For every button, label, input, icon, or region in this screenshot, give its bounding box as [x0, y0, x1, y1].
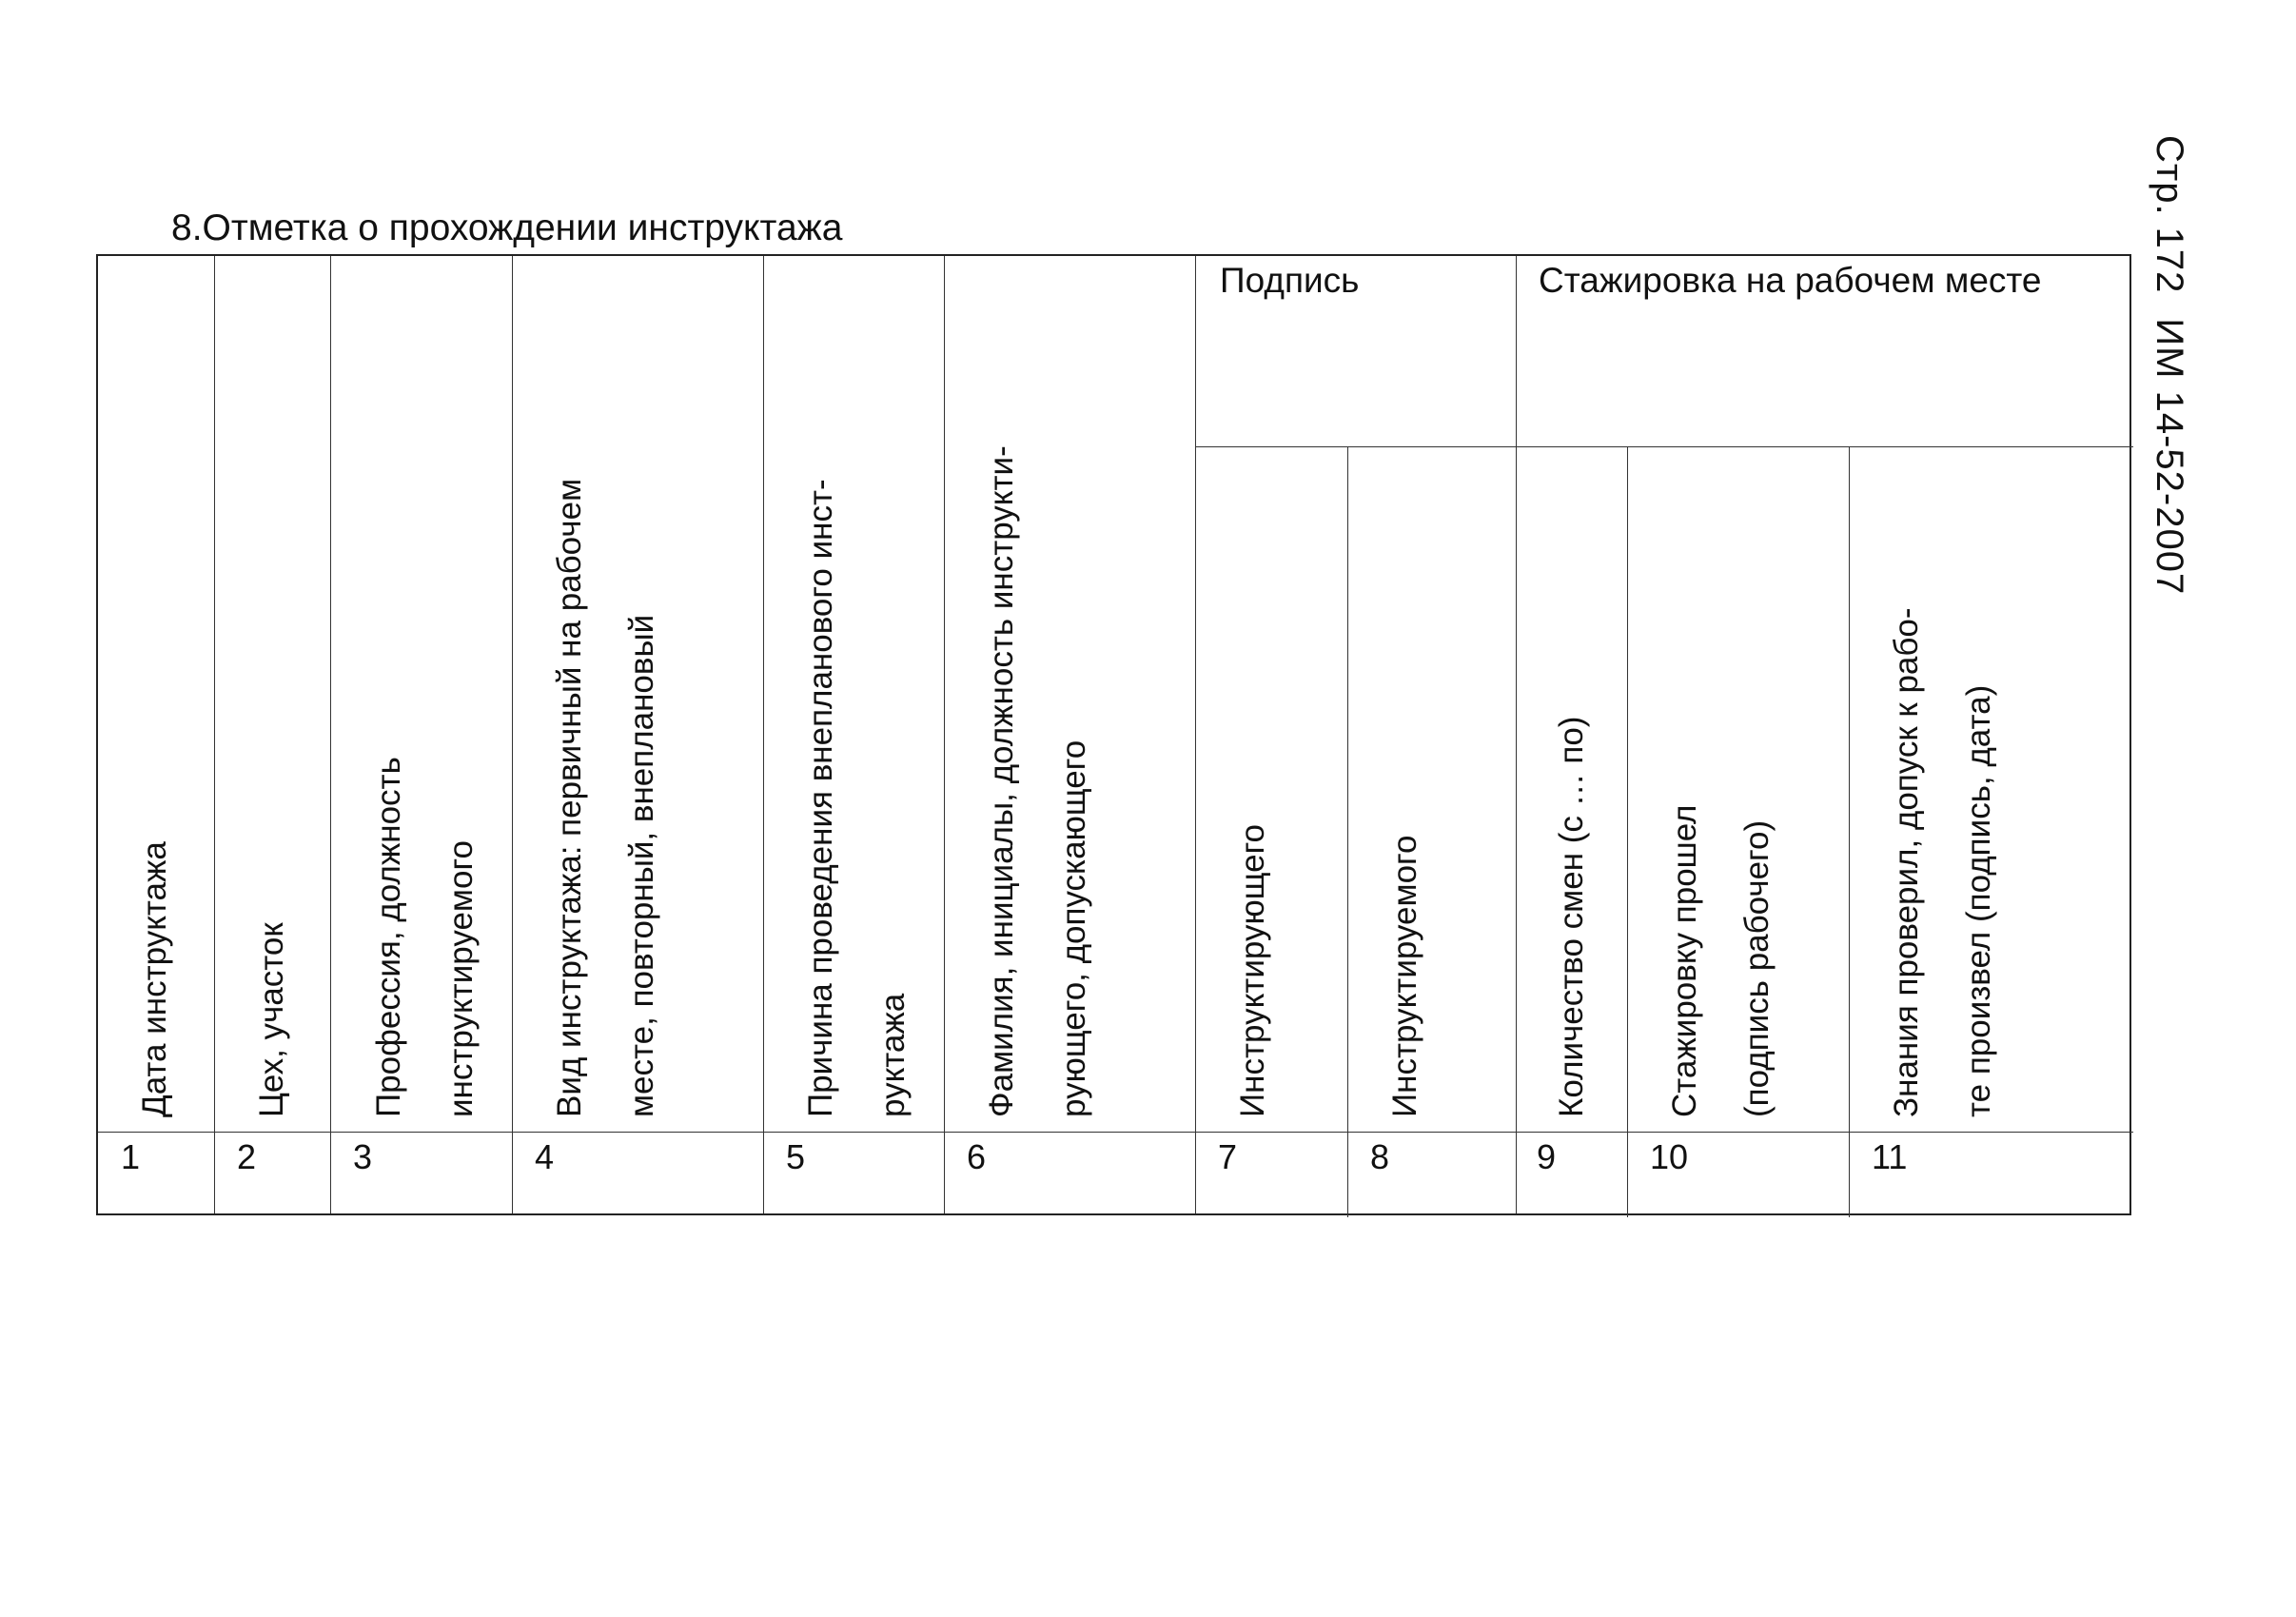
column-number: 10: [1650, 1137, 1689, 1176]
column-header-workshop: Цех, участок: [253, 922, 290, 1117]
column-divider: [1347, 446, 1348, 1217]
column-divider: [214, 256, 215, 1213]
column-divider: [1516, 256, 1517, 1213]
column-number: 3: [353, 1137, 373, 1176]
column-divider: [944, 256, 945, 1213]
column-header-internship-completed: Стажировку прошел (подпись рабочего): [1666, 804, 1776, 1117]
column-divider: [763, 256, 764, 1213]
column-divider: [512, 256, 513, 1213]
column-header-knowledge-check: Знания проверил, допуск к рабо- те произвел (подпись, дата): [1888, 607, 1997, 1117]
column-number: 9: [1537, 1137, 1557, 1176]
column-header-instructor-name: Фамилия, инициалы, должность инструкти- рующего, допускающего: [983, 445, 1092, 1117]
instruction-record-table: [96, 254, 2131, 1215]
column-divider: [1849, 446, 1850, 1217]
column-number: 11: [1872, 1137, 1908, 1176]
column-divider: [1195, 256, 1196, 1213]
column-number: 4: [535, 1137, 555, 1176]
column-number: 7: [1218, 1137, 1238, 1176]
signature-group-header: Подпись: [1220, 261, 1360, 300]
page-header: [2148, 135, 2190, 595]
column-number: 8: [1370, 1137, 1390, 1176]
column-header-shift-count: Количество смен (с … по): [1553, 716, 1590, 1117]
column-number: 5: [786, 1137, 806, 1176]
document-code: ИМ 14-52-2007: [2149, 318, 2190, 596]
column-header-profession: Профессия, должность инструктируемого: [370, 757, 480, 1117]
column-number: 1: [121, 1137, 141, 1176]
column-divider: [1627, 446, 1628, 1217]
column-header-instruction-type: Вид инструктажа: первичный на рабочем месте, повторный, внеплановый: [551, 478, 660, 1117]
internship-group-header: Стажировка на рабочем месте: [1539, 261, 2042, 300]
page-number: Стр. 172: [2149, 135, 2190, 294]
column-header-trainee-signature: Инструктируемого: [1386, 835, 1423, 1117]
column-number: 2: [237, 1137, 257, 1176]
group-header-divider: [1195, 446, 2133, 447]
column-divider: [330, 256, 331, 1213]
section-title: 8.Отметка о прохождении инструктажа: [171, 207, 843, 248]
column-number: 6: [967, 1137, 987, 1176]
column-header-date: Дата инструктажа: [136, 841, 173, 1117]
column-header-instructor-signature: Инструктирующего: [1234, 823, 1271, 1117]
column-header-reason: Причина проведения внепланового инст- руктажа: [802, 479, 912, 1117]
number-row-divider: [98, 1132, 2133, 1133]
